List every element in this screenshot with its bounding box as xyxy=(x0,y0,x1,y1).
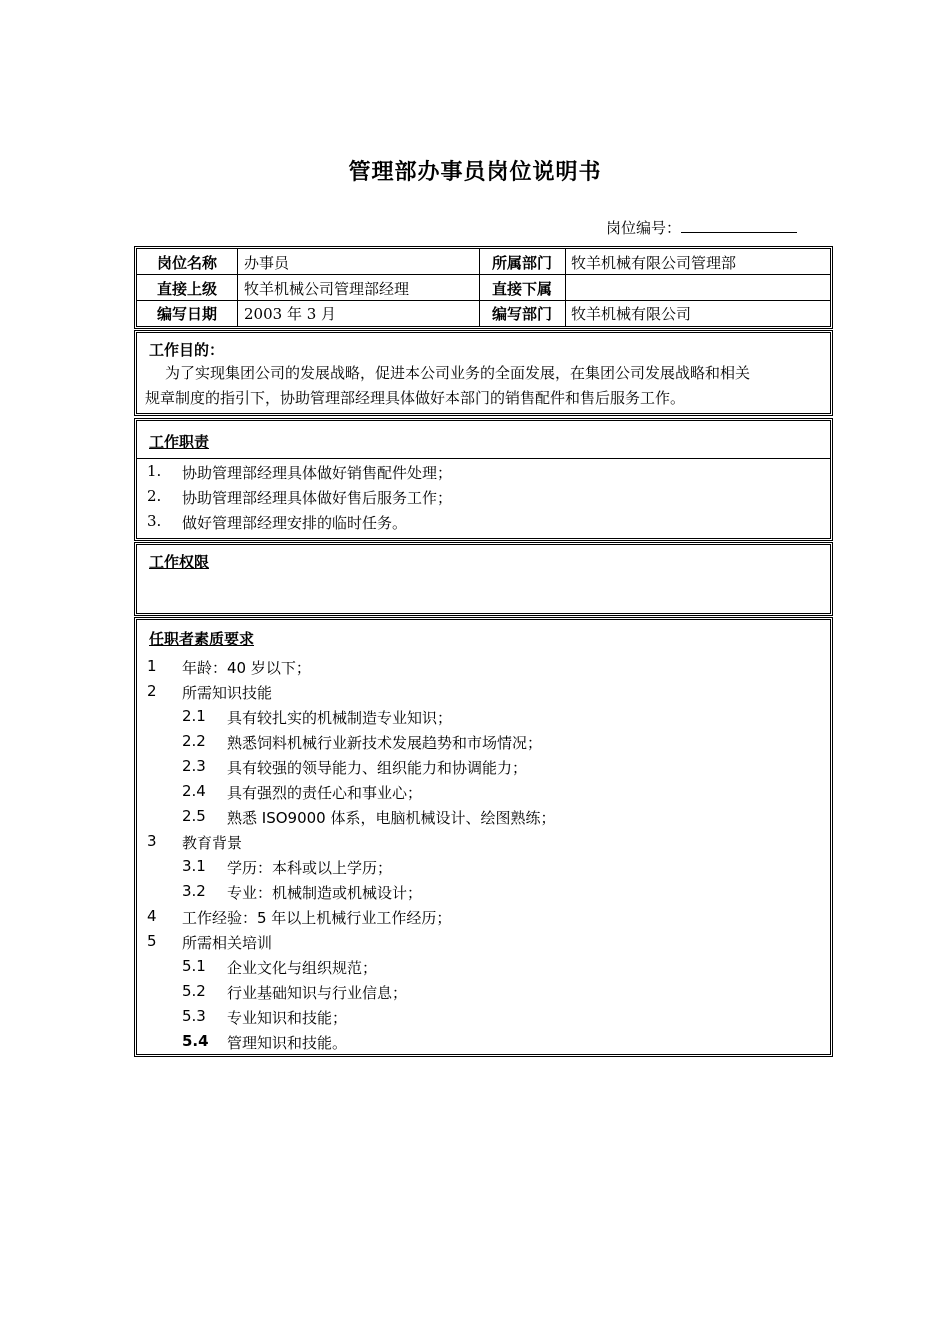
duty-number: 1. xyxy=(147,462,162,480)
requirement-line: 所需知识技能 xyxy=(182,684,273,702)
requirement-line: 学历：本科或以上学历； xyxy=(227,859,393,877)
requirement-number: 3.2 xyxy=(182,882,206,900)
requirement-line: 行业基础知识与行业信息； xyxy=(227,984,408,1002)
label-writing-department: 编写部门 xyxy=(491,305,552,323)
table-divider xyxy=(137,300,830,301)
label-department: 所属部门 xyxy=(491,254,552,272)
requirement-line: 工作经验：5 年以上机械行业工作经历； xyxy=(182,909,452,927)
table-divider xyxy=(565,249,566,326)
authority-heading: 工作权限 xyxy=(149,553,210,571)
requirement-line: 具有强烈的责任心和事业心； xyxy=(227,784,423,802)
post-number-blank xyxy=(681,220,797,233)
value-position-name: 办事员 xyxy=(244,254,290,272)
authority-section xyxy=(134,542,833,616)
purpose-heading: 工作目的： xyxy=(149,341,225,359)
duties-section xyxy=(134,418,833,541)
label-date-written: 编写日期 xyxy=(156,305,217,323)
requirement-number: 5.4 xyxy=(182,1032,209,1050)
post-number-label: 岗位编号： xyxy=(606,219,682,237)
requirement-number: 3 xyxy=(147,832,157,850)
requirement-line: 管理知识和技能。 xyxy=(227,1034,348,1052)
duty-number: 3. xyxy=(147,512,162,530)
requirement-number: 4 xyxy=(147,907,157,925)
value-supervisor: 牧羊机械公司管理部经理 xyxy=(244,280,410,298)
label-supervisor: 直接上级 xyxy=(156,280,217,298)
requirement-number: 5.3 xyxy=(182,1007,206,1025)
duty-item: 做好管理部经理安排的临时任务。 xyxy=(182,514,408,532)
requirement-number: 2.1 xyxy=(182,707,206,725)
document-title: 管理部办事员岗位说明书 xyxy=(348,160,602,185)
requirement-line: 年龄：40 岁以下； xyxy=(182,659,311,677)
requirement-line: 专业知识和技能； xyxy=(227,1009,348,1027)
requirement-line: 熟悉 ISO9000 体系，电脑机械设计、绘图熟练； xyxy=(227,809,556,827)
requirement-line: 熟悉饲料机械行业新技术发展趋势和市场情况； xyxy=(227,734,543,752)
requirement-number: 1 xyxy=(147,657,157,675)
duty-item: 协助管理部经理具体做好售后服务工作； xyxy=(182,489,453,507)
requirement-number: 5.1 xyxy=(182,957,206,975)
requirement-line: 所需相关培训 xyxy=(182,934,273,952)
value-writing-department: 牧羊机械有限公司 xyxy=(571,305,692,323)
duties-heading: 工作职责 xyxy=(149,433,210,451)
section-divider xyxy=(137,458,830,459)
requirement-number: 2.5 xyxy=(182,807,206,825)
requirements-heading: 任职者素质要求 xyxy=(149,630,255,648)
label-subordinates: 直接下属 xyxy=(491,280,552,298)
duty-item: 协助管理部经理具体做好销售配件处理； xyxy=(182,464,453,482)
value-date-written: 2003 年 3 月 xyxy=(244,305,337,323)
requirement-number: 2.4 xyxy=(182,782,206,800)
requirement-line: 企业文化与组织规范； xyxy=(227,959,378,977)
requirement-line: 具有较强的领导能力、组织能力和协调能力； xyxy=(227,759,528,777)
requirement-number: 2.3 xyxy=(182,757,206,775)
duty-number: 2. xyxy=(147,487,162,505)
purpose-section xyxy=(134,330,833,416)
requirement-line: 教育背景 xyxy=(182,834,243,852)
table-divider xyxy=(137,274,830,275)
requirements-section xyxy=(134,617,833,1057)
table-divider xyxy=(237,249,238,326)
requirement-number: 2 xyxy=(147,682,157,700)
purpose-line: 规章制度的指引下，协助管理部经理具体做好本部门的销售配件和售后服务工作。 xyxy=(145,389,686,407)
requirement-number: 2.2 xyxy=(182,732,206,750)
requirement-number: 3.1 xyxy=(182,857,206,875)
info-table xyxy=(134,246,833,329)
requirement-number: 5.2 xyxy=(182,982,206,1000)
label-position-name: 岗位名称 xyxy=(156,254,217,272)
post-number-field xyxy=(606,217,797,238)
purpose-line: 为了实现集团公司的发展战略，促进本公司业务的全面发展，在集团公司发展战略和相关 xyxy=(165,364,751,382)
requirement-line: 具有较扎实的机械制造专业知识； xyxy=(227,709,453,727)
requirement-number: 5 xyxy=(147,932,157,950)
value-department: 牧羊机械有限公司管理部 xyxy=(571,254,737,272)
requirement-line: 专业：机械制造或机械设计； xyxy=(227,884,423,902)
